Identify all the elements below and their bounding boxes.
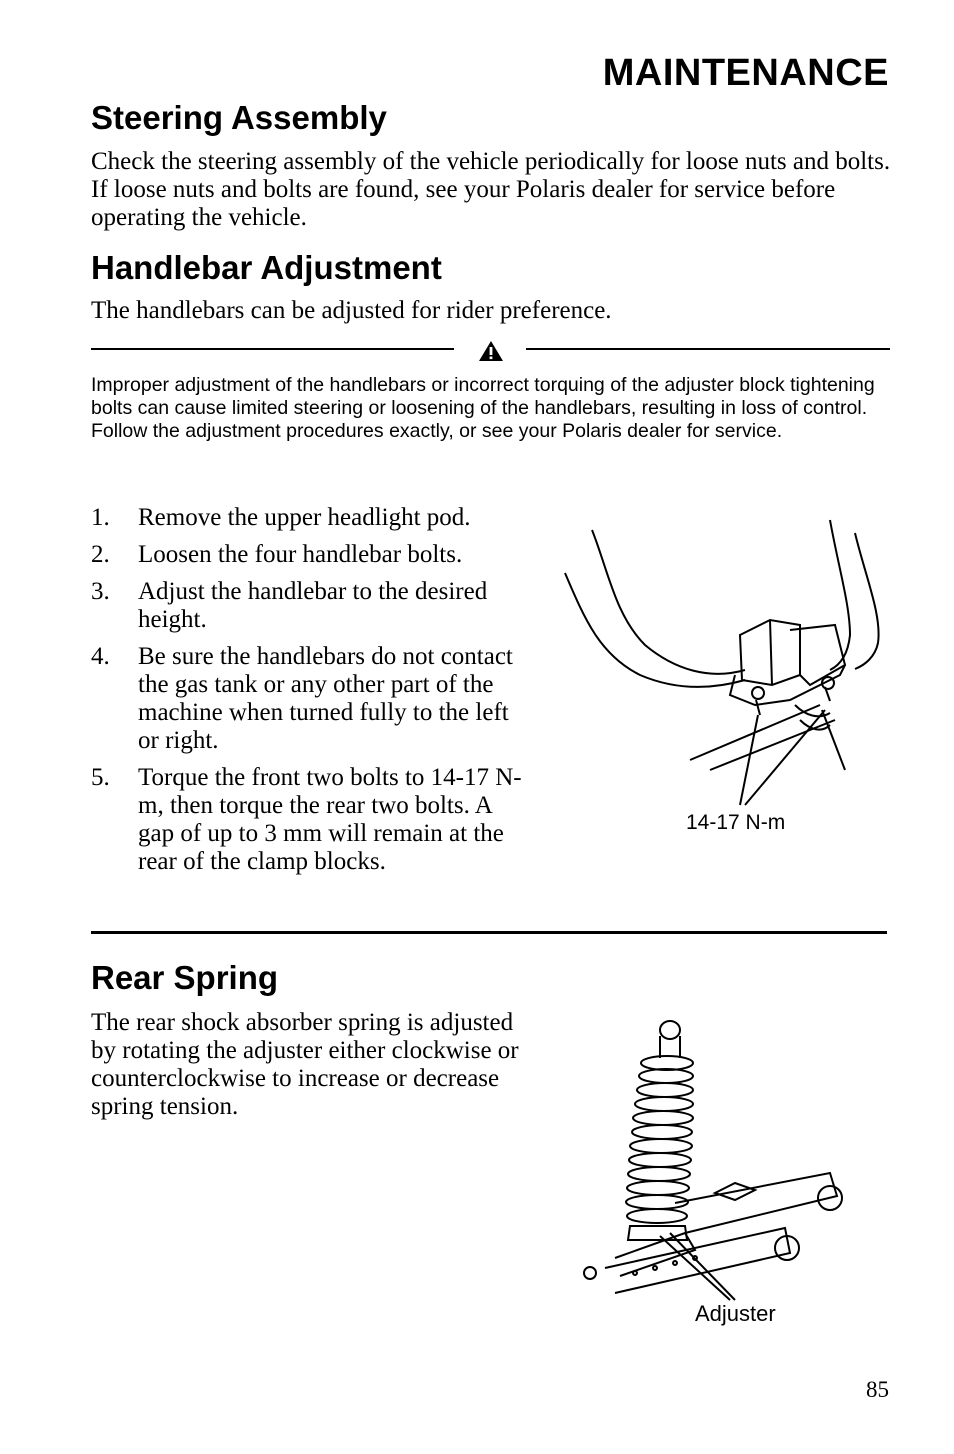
handlebar-clamp-illustration: [560, 515, 890, 815]
step-number: 3.: [91, 578, 110, 605]
rear-spring-heading: Rear Spring: [91, 959, 279, 996]
step-text: Adjust the handlebar to the desired height.: [138, 578, 488, 633]
warning-rule-left: [91, 348, 454, 350]
step-text: Remove the upper headlight pod.: [138, 504, 471, 531]
step-text: Torque the front two bolts to 14-17 N-m, then torque the rear two bolts. A gap of up to 3 mm will remain at the rear of the clamp blocks.: [138, 764, 522, 875]
torque-figure-label: 14-17 N-m: [686, 811, 786, 834]
page-number: 85: [866, 1377, 889, 1402]
step-text: Be sure the handlebars do not contact the gas tank or any other part of the machine when turned fully to the left or right.: [138, 643, 513, 754]
rear-spring-body: The rear shock absorber spring is adjusted by rotating the adjuster either clockwise or counterclockwise to increase or decrease spring tension.: [91, 1009, 519, 1120]
warning-text: Improper adjustment of the handlebars or incorrect torquing of the adjuster block tightening bolts can cause limited steering or loosening of the handlebars, resulting in loss of control. Follow the adjustment procedures exactly, or see your Polaris dealer for service.: [91, 374, 875, 442]
chapter-title: MAINTENANCE: [602, 52, 889, 94]
handlebar-steps: [91, 504, 523, 885]
handlebar-heading: Handlebar Adjustment: [91, 249, 442, 286]
list-item: [91, 578, 523, 634]
warning-rule-right: [526, 348, 890, 350]
steering-heading: Steering Assembly: [91, 99, 387, 136]
list-item: [91, 643, 523, 755]
warning-triangle-icon: [478, 340, 504, 362]
rear-shock-illustration: [575, 1018, 860, 1298]
section-divider: [91, 931, 887, 934]
step-number: 4.: [91, 643, 110, 670]
list-item: [91, 504, 523, 532]
steering-body: Check the steering assembly of the vehicle periodically for loose nuts and bolts. If loose nuts and bolts are found, see your Polaris dealer for service before operating the vehicle.: [91, 148, 891, 231]
step-number: 2.: [91, 541, 110, 568]
adjuster-figure-label: Adjuster: [695, 1301, 776, 1326]
handlebar-intro: The handlebars can be adjusted for rider preference.: [91, 297, 612, 324]
list-item: [91, 541, 523, 569]
step-text: Loosen the four handlebar bolts.: [138, 541, 463, 568]
list-item: [91, 764, 523, 876]
step-number: 1.: [91, 504, 110, 531]
step-number: 5.: [91, 764, 110, 791]
